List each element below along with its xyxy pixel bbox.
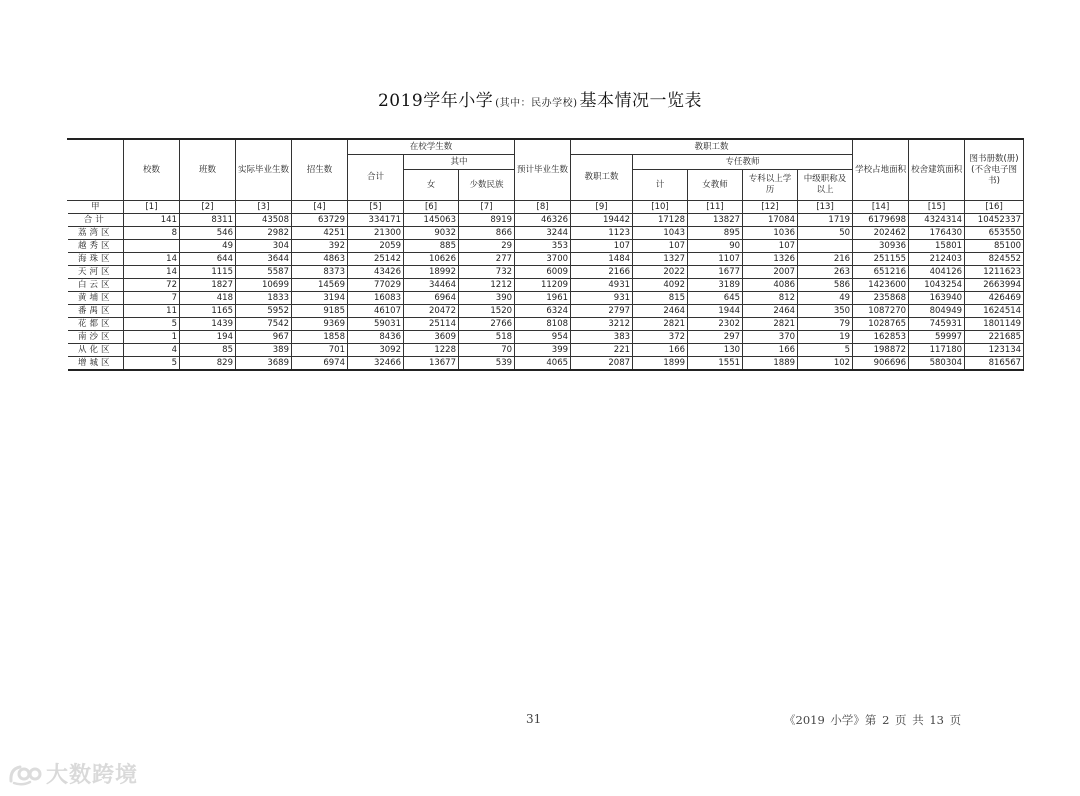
table-cell: 7 <box>124 292 180 305</box>
row-label: 番禺区 <box>68 305 124 318</box>
table-cell: 1028765 <box>853 318 909 331</box>
table-cell: 1944 <box>688 305 743 318</box>
row-label: 合计 <box>68 214 124 227</box>
table-row <box>68 266 1024 279</box>
title-subtitle: (其中：民办学校) <box>495 98 578 109</box>
table-cell: 77029 <box>348 279 404 292</box>
header-corner <box>68 139 124 201</box>
page-number: 31 <box>526 712 542 726</box>
table-cell: 1677 <box>688 266 743 279</box>
table-cell: 732 <box>459 266 515 279</box>
table-cell: 866 <box>459 227 515 240</box>
table-cell: 1115 <box>180 266 236 279</box>
table-cell: 1228 <box>404 344 459 357</box>
table-cell: 8436 <box>348 331 404 344</box>
table-cell: 4086 <box>743 279 798 292</box>
table-cell: 2007 <box>743 266 798 279</box>
table-cell: 1719 <box>798 214 853 227</box>
table-cell <box>124 240 180 253</box>
table-cell: 5 <box>124 357 180 371</box>
table-cell: [13] <box>798 201 853 214</box>
table-cell: 404126 <box>909 266 965 279</box>
table-cell: 49 <box>180 240 236 253</box>
table-cell: 163940 <box>909 292 965 305</box>
table-cell: 1439 <box>180 318 236 331</box>
table-row <box>68 214 1024 227</box>
row-label: 荔湾区 <box>68 227 124 240</box>
table-cell: 297 <box>688 331 743 344</box>
table-cell: 4863 <box>292 253 348 266</box>
table-cell: 18992 <box>404 266 459 279</box>
column-code-row <box>68 201 1024 214</box>
table-cell: 85 <box>180 344 236 357</box>
table-cell: 1036 <box>743 227 798 240</box>
table-cell: 19442 <box>571 214 633 227</box>
table-cell: 145063 <box>404 214 459 227</box>
table-cell: [8] <box>515 201 571 214</box>
header-teachers-total: 计 <box>633 170 688 201</box>
table-cell: 130 <box>688 344 743 357</box>
document-title <box>0 86 1080 111</box>
table-cell: 1107 <box>688 253 743 266</box>
table-cell: 518 <box>459 331 515 344</box>
table-row <box>68 357 1024 371</box>
table-cell: 2166 <box>571 266 633 279</box>
table-cell: 390 <box>459 292 515 305</box>
table-cell: 117180 <box>909 344 965 357</box>
table-cell: 166 <box>633 344 688 357</box>
table-cell: 32466 <box>348 357 404 371</box>
table-cell: 8 <box>124 227 180 240</box>
row-label: 花都区 <box>68 318 124 331</box>
header-teachers-group: 专任教师 <box>633 155 853 170</box>
watermark-logo-icon <box>8 761 42 787</box>
table-cell: 251155 <box>853 253 909 266</box>
table-cell: 6009 <box>515 266 571 279</box>
table-cell: 426469 <box>965 292 1024 305</box>
table-cell: 1327 <box>633 253 688 266</box>
table-cell: 7542 <box>236 318 292 331</box>
table-cell: 4251 <box>292 227 348 240</box>
table-cell: [10] <box>633 201 688 214</box>
table-cell: 1043254 <box>909 279 965 292</box>
header-expected-graduates: 预计毕业生数 <box>515 139 571 201</box>
row-label: 增城区 <box>68 357 124 371</box>
table-cell: 198872 <box>853 344 909 357</box>
table-cell: [15] <box>909 201 965 214</box>
table-cell: 1858 <box>292 331 348 344</box>
table-cell: 815 <box>633 292 688 305</box>
table-cell: 9369 <box>292 318 348 331</box>
table-row <box>68 227 1024 240</box>
table-cell: 141 <box>124 214 180 227</box>
table-cell: 389 <box>236 344 292 357</box>
table-cell: 372 <box>633 331 688 344</box>
table-cell: [4] <box>292 201 348 214</box>
row-label: 白云区 <box>68 279 124 292</box>
table-cell: 4092 <box>633 279 688 292</box>
table-cell: 221 <box>571 344 633 357</box>
table-cell: 14 <box>124 266 180 279</box>
table-cell: 5 <box>124 318 180 331</box>
table-cell: 2797 <box>571 305 633 318</box>
table-cell: 17128 <box>633 214 688 227</box>
table-cell: 43508 <box>236 214 292 227</box>
table-cell: 2464 <box>743 305 798 318</box>
table-row <box>68 240 1024 253</box>
header-land-area: 学校占地面积 <box>853 139 909 201</box>
table-cell: 9185 <box>292 305 348 318</box>
table-cell: 2464 <box>633 305 688 318</box>
table-cell: 14 <box>124 253 180 266</box>
table-cell: [7] <box>459 201 515 214</box>
table-cell: 25142 <box>348 253 404 266</box>
table-row <box>68 292 1024 305</box>
table-cell: 812 <box>743 292 798 305</box>
table-cell: 1 <box>124 331 180 344</box>
table-cell: 90 <box>688 240 743 253</box>
table-cell: 895 <box>688 227 743 240</box>
table-cell: [2] <box>180 201 236 214</box>
table-cell: 967 <box>236 331 292 344</box>
table-cell: 3689 <box>236 357 292 371</box>
table-cell: 586 <box>798 279 853 292</box>
table-cell: 235868 <box>853 292 909 305</box>
header-building-area: 校舍建筑面积 <box>909 139 965 201</box>
table-cell: 1801149 <box>965 318 1024 331</box>
table-cell: 334171 <box>348 214 404 227</box>
table-cell: 1827 <box>180 279 236 292</box>
table-cell: 34464 <box>404 279 459 292</box>
table-cell: 107 <box>571 240 633 253</box>
header-books: 图书册数(册)(不含电子图书) <box>965 139 1024 201</box>
table-cell: 1423600 <box>853 279 909 292</box>
table-cell: 1889 <box>743 357 798 371</box>
table-cell: 5587 <box>236 266 292 279</box>
header-enrollment: 招生数 <box>292 139 348 201</box>
table-cell: 6324 <box>515 305 571 318</box>
table-cell: 43426 <box>348 266 404 279</box>
table-cell: 166 <box>743 344 798 357</box>
row-label: 越秀区 <box>68 240 124 253</box>
table-cell: 6964 <box>404 292 459 305</box>
table-body <box>68 201 1024 371</box>
table-cell: 216 <box>798 253 853 266</box>
table-cell: 824552 <box>965 253 1024 266</box>
table-cell: 1899 <box>633 357 688 371</box>
table-cell: 804949 <box>909 305 965 318</box>
table-cell: 263 <box>798 266 853 279</box>
table-cell: 212403 <box>909 253 965 266</box>
table-cell: 1212 <box>459 279 515 292</box>
table-row <box>68 344 1024 357</box>
table-cell: 2087 <box>571 357 633 371</box>
row-label: 海珠区 <box>68 253 124 266</box>
table-cell: 25114 <box>404 318 459 331</box>
table-cell: 14569 <box>292 279 348 292</box>
table-cell: 59997 <box>909 331 965 344</box>
table-cell: [9] <box>571 201 633 214</box>
table-cell: 4 <box>124 344 180 357</box>
table-cell: 645 <box>688 292 743 305</box>
table-cell: 16083 <box>348 292 404 305</box>
table-cell: 3194 <box>292 292 348 305</box>
table-cell: 885 <box>404 240 459 253</box>
table-cell: 79 <box>798 318 853 331</box>
table-cell: 123134 <box>965 344 1024 357</box>
statistics-table <box>67 138 1024 371</box>
table-cell: [14] <box>853 201 909 214</box>
watermark <box>8 758 138 789</box>
header-students-of-which: 其中 <box>404 155 515 170</box>
table-cell: 20472 <box>404 305 459 318</box>
title-main-prefix: 2019学年小学 <box>377 91 494 111</box>
header-students-minority: 少数民族 <box>459 170 515 201</box>
table-cell: 1326 <box>743 253 798 266</box>
table-row <box>68 279 1024 292</box>
table-cell: 17084 <box>743 214 798 227</box>
table-cell: 15801 <box>909 240 965 253</box>
table-cell: 1087270 <box>853 305 909 318</box>
table-cell: 546 <box>180 227 236 240</box>
row-label: 黄埔区 <box>68 292 124 305</box>
table-cell: 8919 <box>459 214 515 227</box>
table-cell: 1520 <box>459 305 515 318</box>
table-cell: 194 <box>180 331 236 344</box>
table-cell: 2663994 <box>965 279 1024 292</box>
table-cell: 2022 <box>633 266 688 279</box>
header-students-total: 合计 <box>348 155 404 201</box>
header-staff-group: 教职工数 <box>571 139 853 155</box>
table-cell: 3644 <box>236 253 292 266</box>
table-cell: 176430 <box>909 227 965 240</box>
table-cell: 816567 <box>965 357 1024 371</box>
table-cell: 1833 <box>236 292 292 305</box>
table-cell: 6974 <box>292 357 348 371</box>
table-cell: 46107 <box>348 305 404 318</box>
table-cell: 1961 <box>515 292 571 305</box>
table-cell: 1043 <box>633 227 688 240</box>
table-cell: 10699 <box>236 279 292 292</box>
table-cell: 1165 <box>180 305 236 318</box>
table-cell: 2821 <box>743 318 798 331</box>
table-cell: 383 <box>571 331 633 344</box>
table-cell: 829 <box>180 357 236 371</box>
header-classes: 班数 <box>180 139 236 201</box>
table-cell: 701 <box>292 344 348 357</box>
table-cell: 2302 <box>688 318 743 331</box>
table-cell: 30936 <box>853 240 909 253</box>
table-cell: 6179698 <box>853 214 909 227</box>
table-cell: 8373 <box>292 266 348 279</box>
table-cell: 50 <box>798 227 853 240</box>
table-row <box>68 253 1024 266</box>
watermark-text: 大数跨境 <box>46 763 139 788</box>
table-cell: 8108 <box>515 318 571 331</box>
table-cell: 102 <box>798 357 853 371</box>
table-cell: 19 <box>798 331 853 344</box>
table-cell: 392 <box>292 240 348 253</box>
row-label: 南沙区 <box>68 331 124 344</box>
table-cell: [6] <box>404 201 459 214</box>
header-students-group: 在校学生数 <box>348 139 515 155</box>
table-cell: 4931 <box>571 279 633 292</box>
table-cell: 29 <box>459 240 515 253</box>
table-cell: 11209 <box>515 279 571 292</box>
table-cell: 4065 <box>515 357 571 371</box>
table-row <box>68 318 1024 331</box>
table-cell: 1211623 <box>965 266 1024 279</box>
table-cell: 49 <box>798 292 853 305</box>
table-cell: 399 <box>515 344 571 357</box>
header-graduates-actual: 实际毕业生数 <box>236 139 292 201</box>
header-students-female: 女 <box>404 170 459 201</box>
table-cell: [1] <box>124 201 180 214</box>
table-cell: 10626 <box>404 253 459 266</box>
row-label: 甲 <box>68 201 124 214</box>
table-cell: 954 <box>515 331 571 344</box>
table-cell: 10452337 <box>965 214 1024 227</box>
table-cell: 2059 <box>348 240 404 253</box>
table-row <box>68 305 1024 318</box>
table-cell: 1123 <box>571 227 633 240</box>
table-cell: 85100 <box>965 240 1024 253</box>
table-cell: 651216 <box>853 266 909 279</box>
table-cell: 11 <box>124 305 180 318</box>
table-cell: 350 <box>798 305 853 318</box>
table-cell: 5 <box>798 344 853 357</box>
table-cell: 2766 <box>459 318 515 331</box>
table-cell: 745931 <box>909 318 965 331</box>
table-cell: 931 <box>571 292 633 305</box>
table-header <box>68 139 1024 201</box>
table-cell: 3244 <box>515 227 571 240</box>
title-main-suffix: 基本情况一览表 <box>579 91 703 111</box>
table-cell: 1551 <box>688 357 743 371</box>
header-teachers-college: 专科以上学历 <box>743 170 798 201</box>
table-cell: 162853 <box>853 331 909 344</box>
table-cell: [5] <box>348 201 404 214</box>
table-cell: 3700 <box>515 253 571 266</box>
table-cell: 63729 <box>292 214 348 227</box>
table-cell: 5952 <box>236 305 292 318</box>
table-cell: 21300 <box>348 227 404 240</box>
table-cell: 13827 <box>688 214 743 227</box>
table-cell: 353 <box>515 240 571 253</box>
header-schools: 校数 <box>124 139 180 201</box>
table-cell: 370 <box>743 331 798 344</box>
table-cell: 202462 <box>853 227 909 240</box>
table-cell: 70 <box>459 344 515 357</box>
table-cell: 644 <box>180 253 236 266</box>
table-cell: 304 <box>236 240 292 253</box>
table-cell: 277 <box>459 253 515 266</box>
table-cell: 580304 <box>909 357 965 371</box>
table-cell: 13677 <box>404 357 459 371</box>
table-cell: 539 <box>459 357 515 371</box>
header-staff-total: 教职工数 <box>571 155 633 201</box>
table-cell: 221685 <box>965 331 1024 344</box>
table-cell: [3] <box>236 201 292 214</box>
table-cell: [16] <box>965 201 1024 214</box>
table-cell: 3189 <box>688 279 743 292</box>
table-cell: 2982 <box>236 227 292 240</box>
table-cell: [12] <box>743 201 798 214</box>
table-cell: 3092 <box>348 344 404 357</box>
header-teachers-senior: 中级职称及以上 <box>798 170 853 201</box>
table-cell: 59031 <box>348 318 404 331</box>
table-cell: 2821 <box>633 318 688 331</box>
header-teachers-female: 女教师 <box>688 170 743 201</box>
table-cell: 4324314 <box>909 214 965 227</box>
table-cell: 72 <box>124 279 180 292</box>
table-cell: 1624514 <box>965 305 1024 318</box>
table-row <box>68 331 1024 344</box>
table-cell: 3212 <box>571 318 633 331</box>
table-cell <box>798 240 853 253</box>
table-cell: 9032 <box>404 227 459 240</box>
page-info: 《2019 小学》第 2 页 共 13 页 <box>784 713 962 727</box>
table-cell: 1484 <box>571 253 633 266</box>
table-cell: 107 <box>633 240 688 253</box>
table-cell: 46326 <box>515 214 571 227</box>
table-cell: 906696 <box>853 357 909 371</box>
table-cell: 107 <box>743 240 798 253</box>
table-cell: [11] <box>688 201 743 214</box>
row-label: 天河区 <box>68 266 124 279</box>
table-cell: 418 <box>180 292 236 305</box>
table-cell: 653550 <box>965 227 1024 240</box>
row-label: 从化区 <box>68 344 124 357</box>
table-cell: 3609 <box>404 331 459 344</box>
table-cell: 8311 <box>180 214 236 227</box>
